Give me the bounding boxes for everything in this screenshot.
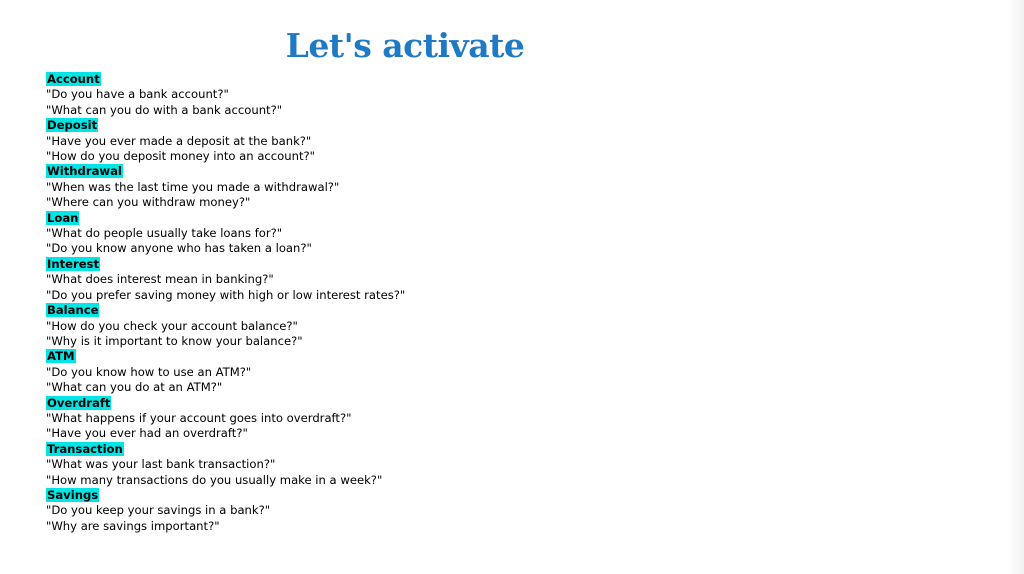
vocab-section-withdrawal xyxy=(46,164,405,210)
term-label xyxy=(46,72,405,87)
question-line: "What happens if your account goes into overdraft?" xyxy=(46,410,352,425)
term-label xyxy=(46,349,405,364)
term-highlight: Deposit xyxy=(47,118,98,133)
question-line: "Have you ever made a deposit at the bank?" xyxy=(46,133,312,148)
vocab-section-deposit xyxy=(46,118,405,164)
term-highlight: Balance xyxy=(47,303,99,318)
question-line: "Have you ever had an overdraft?" xyxy=(46,426,248,441)
question-line: "What do people usually take loans for?" xyxy=(46,226,283,241)
vocab-section-loan xyxy=(46,211,405,257)
question-line: "Why is it important to know your balance?" xyxy=(46,333,303,348)
question-line: "What can you do at an ATM?" xyxy=(46,380,223,395)
question-line: "Do you know how to use an ATM?" xyxy=(46,364,252,379)
vocab-section-savings xyxy=(46,488,405,534)
term-label xyxy=(46,257,405,272)
term-label xyxy=(46,442,405,457)
term-highlight: Account xyxy=(47,72,100,86)
vocab-section-overdraft xyxy=(46,396,405,442)
question-line: "How many transactions do you usually make in a week?" xyxy=(46,472,383,487)
question-line: "How do you deposit money into an account?" xyxy=(46,149,315,164)
question-line: "Why are savings important?" xyxy=(46,518,220,533)
vocab-section-atm xyxy=(46,349,405,395)
vocab-section-transaction xyxy=(46,442,405,488)
question-line: "How do you check your account balance?" xyxy=(46,318,298,333)
term-label xyxy=(46,164,405,179)
question-line: "What was your last bank transaction?" xyxy=(46,457,276,472)
term-label xyxy=(46,488,405,503)
question-line: "Do you prefer saving money with high or low interest rates?" xyxy=(46,287,406,302)
term-highlight: ATM xyxy=(47,349,75,364)
term-highlight: Transaction xyxy=(47,441,123,456)
vocab-section-balance xyxy=(46,303,405,349)
vocab-section-interest xyxy=(46,257,405,303)
term-label xyxy=(46,118,405,133)
term-label xyxy=(46,396,405,411)
question-line: "Do you keep your savings in a bank?" xyxy=(46,503,271,518)
slide-title: Let's activate xyxy=(285,26,525,65)
question-line: "Do you have a bank account?" xyxy=(46,87,229,102)
question-line: "What does interest mean in banking?" xyxy=(46,272,274,287)
question-line: "Where can you withdraw money?" xyxy=(46,195,251,210)
term-label xyxy=(46,211,405,226)
term-highlight: Interest xyxy=(47,256,99,271)
term-highlight: Withdrawal xyxy=(47,164,122,179)
vocab-section-account xyxy=(46,72,405,118)
term-highlight: Savings xyxy=(47,487,99,502)
slide-edge-shadow xyxy=(1006,0,1024,574)
term-label xyxy=(46,303,405,318)
term-highlight: Overdraft xyxy=(47,395,111,410)
vocabulary-list xyxy=(46,72,405,534)
question-line: "What can you do with a bank account?" xyxy=(46,102,283,117)
term-highlight: Loan xyxy=(47,210,79,225)
question-line: "Do you know anyone who has taken a loan?" xyxy=(46,241,312,256)
question-line: "When was the last time you made a withdrawal?" xyxy=(46,179,340,194)
